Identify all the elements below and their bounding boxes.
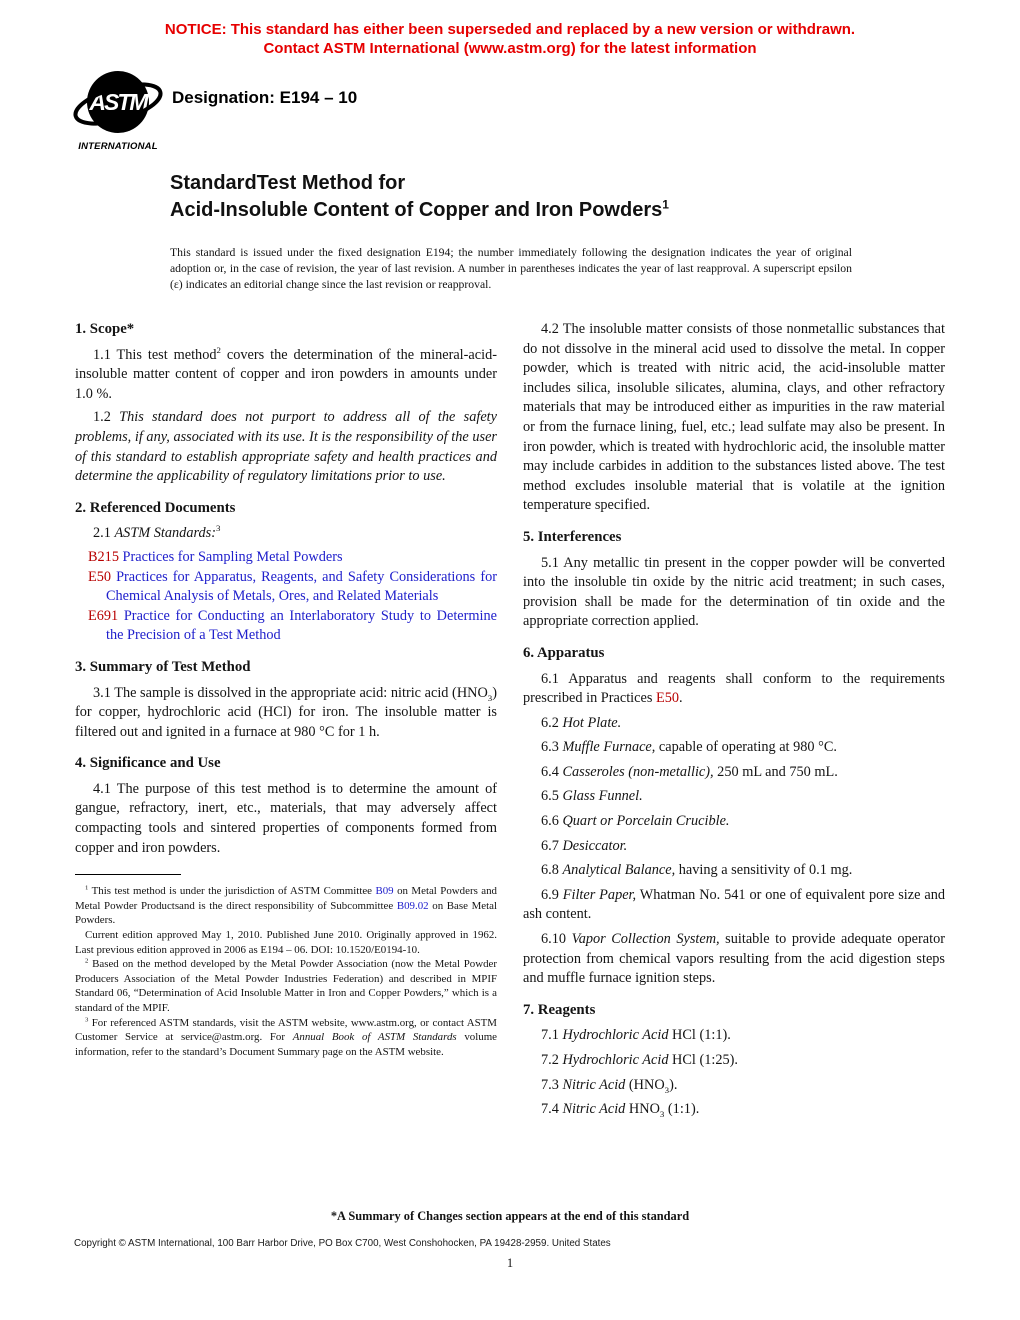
item-number: 6.7 (541, 837, 563, 854)
footnote-1-edition: Current edition approved May 1, 2010. Published June 2010. Originally approved in 1962. Last previous edition approved in 2006 as E194 – 06. DOI: 10.1520/E0194-10. (75, 929, 497, 956)
reagent-item-7-2 (523, 1051, 945, 1071)
left-column (75, 318, 497, 1059)
item-number: 6.5 (541, 788, 563, 805)
item-name-italic: Casseroles (non-metallic), (562, 763, 714, 780)
astm-globe-icon (70, 68, 166, 140)
item-number: 6.9 (541, 886, 563, 903)
footnote-number: 2 (85, 957, 89, 965)
item-number: 6.10 (541, 931, 572, 948)
section-heading-scope: 1. Scope* (75, 321, 135, 337)
item-number: 7.3 (541, 1076, 563, 1093)
item-number: 6.2 (541, 714, 563, 731)
item-name-italic: Analytical Balance, (562, 862, 676, 879)
apparatus-item-6-5 (523, 787, 945, 807)
section-heading-significance: 4. Significance and Use (75, 755, 221, 772)
text-run-italic: Annual Book of ASTM Standards (292, 1031, 457, 1044)
item-name-italic: Hydrochloric Acid (562, 1052, 669, 1068)
apparatus-item-6-2 (523, 714, 945, 734)
text-run: suitable to provide adequate operator protection from chemical vapors resulting from the acid digestion steps and muffle furnace ignition steps. (523, 931, 945, 987)
paragraph-4-2: 4.2 The insoluble matter consists of those nonmetallic substances that do not dissolve in the mineral acid used to dissolve the metal. In copper powder, which is treated with nitric acid, the acid-insoluble matter includes silica, insoluble silicates, alumina, clays, and other refractory materials that may be introduced either as impurities in the raw material or from the furnace lining, fuel, etc.; lead sulfate may also be present. In iron powder, which is treated with hydrochloric acid, the insoluble matter may include carbides in addition to the substances listed above. The test method excludes insoluble material that is volatile at the ignition temperature specified. (523, 321, 945, 514)
text-run: capable of operating at 980 °C. (655, 739, 837, 756)
text-run: This test method is under the jurisdiction of ASTM Committee (88, 885, 376, 898)
title-line-2: Acid-Insoluble Content of Copper and Iron Powders (170, 199, 663, 221)
apparatus-item-6-7 (523, 837, 945, 857)
apparatus-item-6-4 (523, 763, 945, 783)
footnote-marker-2: 2 (216, 344, 221, 355)
right-column (523, 318, 945, 1125)
text-run: on Base Metal Powders. (75, 899, 497, 927)
apparatus-item-6-9 (523, 886, 945, 925)
chemical-subscript: 3 (664, 1084, 670, 1095)
text-run: ). (669, 1076, 678, 1093)
section-heading-reagents: 7. Reagents (523, 1001, 596, 1018)
footnote-separator-rule (75, 874, 181, 875)
section-heading-summary: 3. Summary of Test Method (75, 658, 251, 675)
section-heading-apparatus: 6. Apparatus (523, 644, 605, 661)
item-name-italic: Nitric Acid (562, 1101, 626, 1118)
astm-logo-subtext: INTERNATIONAL (78, 141, 158, 152)
text-run: volume information, refer to the standard’s Document Summary page on the ASTM website. (75, 1031, 498, 1058)
paragraph-1-1 (75, 346, 497, 405)
notice-line-2: Contact ASTM International (www.astm.org) for the latest information (263, 40, 757, 57)
designation-label: Designation: E194 – 10 (172, 88, 358, 107)
document-title (170, 170, 669, 224)
chemical-subscript: 3 (487, 692, 493, 703)
item-name-italic: Nitric Acid (562, 1076, 626, 1093)
text-run: Whatman No. 541 or one of equivalent pore size and ash content. (523, 886, 945, 923)
text-run: HCl (1:1). (668, 1027, 731, 1044)
footnote-number: 1 (85, 884, 89, 892)
text-run: (HNO (625, 1076, 665, 1093)
text-run: Based on the method developed by the Metal Powder Association (now the Metal Powder Producers Association of the Metal Powder Industries Federation) and described in MPIF Standard 06, “Determination of Acid Insoluble Matter in Iron and Copper Powders,” which is a standard of the MPIF. (75, 958, 497, 1014)
astm-logo-text: ASTM (89, 89, 147, 115)
text-run: 250 mL and 750 mL. (713, 763, 838, 780)
title-footnote-marker: 1 (662, 197, 669, 212)
text-run: HNO (625, 1101, 660, 1118)
section-heading-referenced-documents: 2. Referenced Documents (75, 499, 236, 516)
text-run: (1:1). (664, 1101, 700, 1118)
standard-code-link[interactable]: B215 (88, 548, 119, 565)
summary-of-changes-note: *A Summary of Changes section appears at the end of this standard (330, 1209, 690, 1223)
text-run: covers the determination of the mineral-acid-insoluble matter content of copper and iron powders in amounts under 1.0 %. (75, 346, 497, 402)
text-run: 6.1 Apparatus and reagents shall conform to the requirements prescribed in Practices (523, 670, 945, 707)
text-run-italic: This standard does not purport to address all of the safety problems, if any, associated with its use. It is the responsibility of the user of this standard to establish appropriate safety and health practices and determine the applicability of regulatory limitations prior to use. (75, 409, 497, 485)
referenced-standard-b215 (88, 548, 497, 568)
astm-logo (70, 68, 166, 152)
item-number: 6.3 (541, 739, 563, 756)
paragraph-5-1: 5.1 Any metallic tin present in the copper powder will be converted into the insoluble tin oxide by the nitric acid treatment; in such cases, provision shall be made for the determination of tin oxide and the appropriate correction applied. (523, 554, 945, 630)
item-name-italic: Glass Funnel. (562, 788, 643, 805)
apparatus-item-6-3 (523, 738, 945, 758)
item-name-italic: Muffle Furnace, (562, 739, 656, 756)
item-number: 6.6 (541, 813, 563, 830)
footnote-3 (75, 1016, 497, 1060)
copyright-line: Copyright © ASTM International, 100 Barr Harbor Drive, PO Box C700, West Conshohocken, PA 19428-2959. United States (74, 1238, 611, 1249)
subcommittee-b09-02-link[interactable]: B09.02 (396, 899, 429, 912)
paragraph-1-2 (75, 408, 497, 486)
reagent-item-7-4 (523, 1100, 945, 1120)
title-line-1: StandardTest Method for (170, 172, 406, 194)
page-number: 1 (506, 1256, 514, 1270)
text-run: 1.2 (93, 409, 120, 426)
reagent-item-7-3 (523, 1076, 945, 1096)
reagent-item-7-1 (523, 1026, 945, 1046)
text-run: having a sensitivity of 0.1 mg. (675, 862, 853, 879)
chemical-subscript: 3 (659, 1109, 665, 1120)
paragraph-4-1: 4.1 The purpose of this test method is to determine the amount of gangue, refractory, inert, etc., materials, that may adversely affect compacting tools and sintered properties of components formed from copper and iron powders. (75, 780, 497, 856)
standard-code-link[interactable]: E50 (88, 568, 112, 585)
text-run: on Metal Powders and Metal Powder Productsand is the direct responsibility of Subcommittee (75, 885, 497, 912)
item-name-italic: Hydrochloric Acid (562, 1027, 669, 1044)
item-name-italic: Desiccator. (562, 837, 628, 854)
standard-code-link[interactable]: E691 (88, 607, 119, 624)
standard-title-link[interactable]: Practices for Apparatus, Reagents, and Safety Considerations for Chemical Analysis of Metals, Ores, and Related Materials (106, 568, 497, 605)
committee-b09-link[interactable]: B09 (375, 885, 394, 898)
issuing-preamble: This standard is issued under the fixed designation E194; the number immediately following the designation indicates the year of original adoption or, in the case of revision, the year of last revision. A number in parentheses indicates the year of last reapproval. A superscript epsilon (ε) indicates an editorial change since the last revision or reapproval. (170, 246, 852, 291)
footnote-marker-3: 3 (216, 523, 221, 534)
apparatus-item-6-10 (523, 930, 945, 989)
notice-line-1: NOTICE: This standard has either been superseded and replaced by a new version or withdrawn. (164, 21, 856, 38)
footnotes-block (75, 874, 497, 1059)
practices-e50-link[interactable]: E50 (656, 690, 680, 707)
text-run: For referenced ASTM standards, visit the ASTM website, www.astm.org, or contact ASTM Customer Service at service@astm.org. For (75, 1016, 497, 1044)
text-run: ) for copper, hydrochloric acid (HCl) for iron. The insoluble matter is filtered out and ignited in a furnace at 980 °C for 1 h. (75, 684, 497, 740)
paragraph-6-1 (523, 670, 945, 709)
text-run: HCl (1:25). (668, 1052, 738, 1068)
item-name-italic: Vapor Collection System, (571, 931, 720, 948)
item-number: 7.1 (541, 1027, 563, 1044)
apparatus-item-6-6 (523, 812, 945, 832)
paragraph-2-1 (75, 524, 497, 544)
standard-title-link[interactable]: Practices for Sampling Metal Powders (118, 548, 343, 565)
paragraph-3-1 (75, 684, 497, 743)
item-number: 6.8 (541, 862, 563, 879)
footnote-number: 3 (85, 1015, 89, 1023)
text-run: 2.1 (93, 525, 115, 542)
section-heading-interferences: 5. Interferences (523, 528, 622, 545)
item-number: 7.2 (541, 1052, 563, 1068)
item-number: 6.4 (541, 763, 563, 780)
text-run: 1.1 This test method (93, 346, 217, 363)
referenced-standard-e691 (88, 607, 497, 646)
text-run: 3.1 The sample is dissolved in the appropriate acid: nitric acid (HNO (93, 684, 488, 701)
item-name-italic: Hot Plate. (562, 714, 622, 731)
footnote-1 (75, 884, 497, 928)
apparatus-item-6-8 (523, 861, 945, 881)
text-run-italic: ASTM Standards: (114, 525, 216, 542)
item-number: 7.4 (541, 1101, 563, 1118)
text-run: . (679, 690, 683, 707)
footnote-2 (75, 957, 497, 1015)
standard-title-link[interactable]: Practice for Conducting an Interlaboratory Study to Determine the Precision of a Test Method (106, 607, 497, 644)
referenced-standard-e50 (88, 568, 497, 607)
supersession-notice (0, 20, 1020, 58)
item-name-italic: Quart or Porcelain Crucible. (562, 813, 730, 830)
item-name-italic: Filter Paper, (562, 886, 637, 903)
